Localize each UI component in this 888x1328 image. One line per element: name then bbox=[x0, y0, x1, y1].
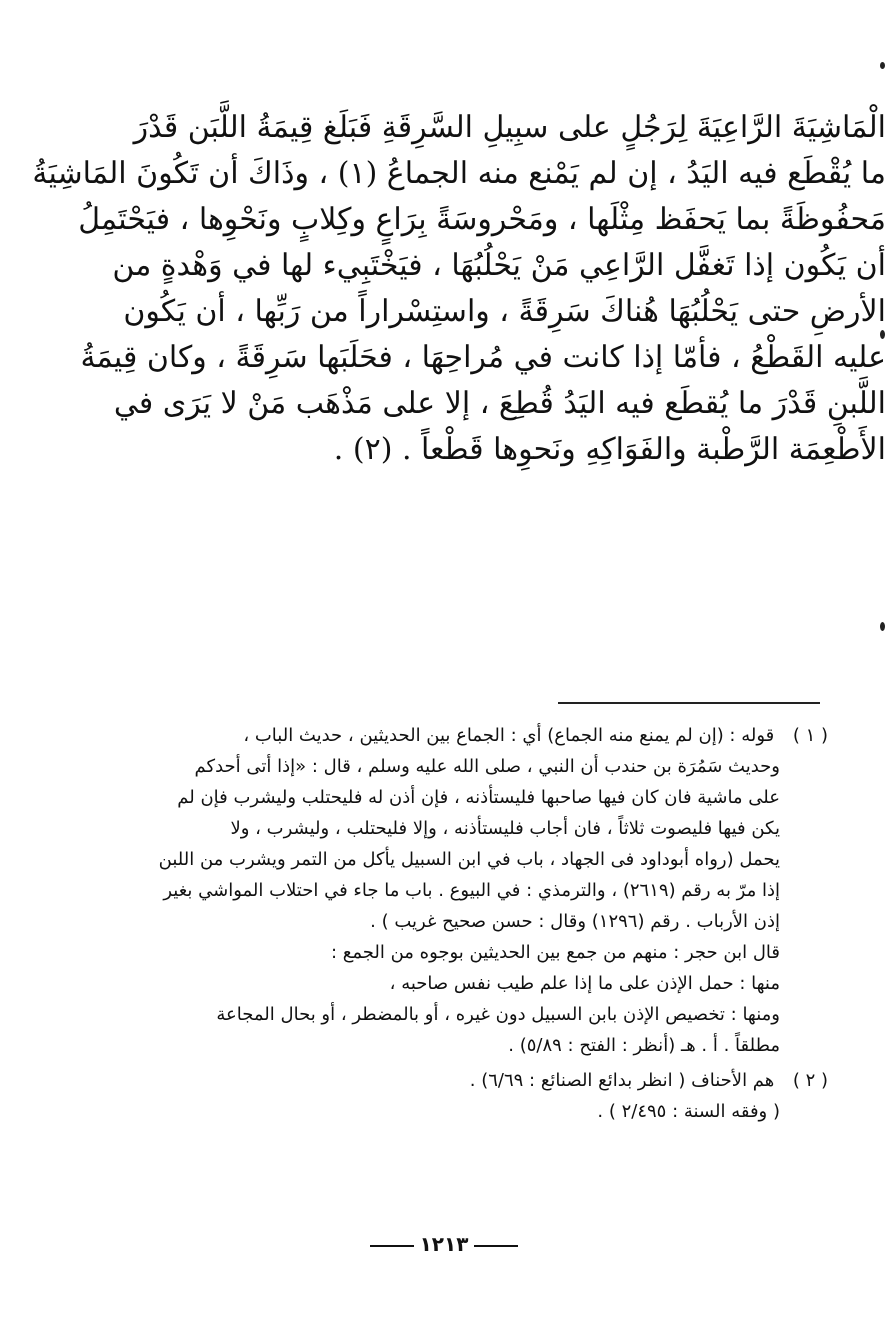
main-text-line: الأرضِ حتى يَحْلُبُهَا هُناكَ سَرِقَةً ، واستِسْراراً من رَبِّها ، أن يَكُون bbox=[123, 294, 886, 329]
page-number-dash bbox=[474, 1245, 518, 1247]
main-text-line: الأَطْعِمَة الرَّطْبة والفَوَاكِهِ ونَحوِها قَطْعاً . (٢) . bbox=[333, 432, 886, 467]
footnote-1-marker: ( ١ ) bbox=[792, 725, 828, 746]
footnote-2-marker: ( ٢ ) bbox=[792, 1070, 828, 1091]
footnote-1-line: مطلقاً . أ . هـ (أنظر : الفتح : ٥/٨٩) . bbox=[508, 1035, 780, 1056]
page-number-dash bbox=[370, 1245, 414, 1247]
footnote-separator bbox=[558, 702, 820, 704]
footnote-1-line: قال ابن حجر : منهم من جمع بين الحديثين بوجوه من الجمع : bbox=[330, 942, 780, 963]
footnote-1-line: إذن الأرباب . رقم (١٢٩٦) وقال : حسن صحيح غريب ) . bbox=[370, 911, 780, 932]
page-number bbox=[0, 1232, 888, 1256]
main-text-line: عليه القَطْعُ ، فأمّا إذا كانت في مُراحِهَا ، فحَلَبَها سَرِقَةً ، وكان قِيمَةُ bbox=[80, 340, 886, 375]
footnote-2-first-line bbox=[128, 1065, 828, 1096]
scan-speck bbox=[880, 622, 885, 631]
footnote-1-line: وحديث سَمُرَة بن حندب أن النبي ، صلى الله عليه وسلم ، قال : «إذا أتى أحدكم bbox=[194, 756, 780, 777]
main-text-block bbox=[32, 105, 886, 473]
footnote-1-line: منها : حمل الإذن على ما إذا علم طيب نفس صاحبه ، bbox=[389, 973, 780, 994]
footnote-1-first-line bbox=[128, 720, 828, 751]
main-text-line: الْمَاشِيَةَ الرَّاعِيَةَ لِرَجُلٍ على سبِيلِ السَّرِقَةِ فَبَلَغ قِيمَةُ اللَّبَن قَدْرَ bbox=[133, 110, 886, 145]
footnote-2-line: هم الأحناف ( انظر بدائع الصنائع : ٦/٦٩) . bbox=[469, 1070, 775, 1091]
footnotes-block bbox=[128, 720, 828, 1127]
main-text-line: ما يُقْطَع فيه اليَدُ ، إن لم يَمْنع منه الجماعُ (١) ، وذَاكَ أن تَكُونَ المَاشِيَةُ bbox=[32, 156, 886, 191]
main-text-line: أن يَكُون إذا تَغفَّل الرَّاعِي مَنْ يَحْلُبُهَا ، فيَخْتَبِيء لها في وَهْدةٍ من bbox=[112, 248, 886, 283]
footnote-1-line: على ماشية فان كان فيها صاحبها فليستأذنه ، فإن أذن له فليحتلب وليشرب فإن لم bbox=[177, 787, 780, 808]
main-text-line: اللَّبنِ قَدْرَ ما يُقطَع فيه اليَدُ قُطِعَ ، إلا على مَذْهَب مَنْ لا يَرَى في bbox=[113, 386, 886, 421]
scan-speck bbox=[880, 330, 885, 339]
footnote-1-line: قوله : (إن لم يمنع منه الجماع) أي : الجماع بين الحديثين ، حديث الباب ، bbox=[243, 725, 775, 746]
scan-speck bbox=[880, 62, 885, 69]
footnote-1-line: ومنها : تخصيص الإذن بابن السبيل دون غيره ، أو بالمضطر ، أو بحال المجاعة bbox=[216, 1004, 780, 1025]
page-number-text: ١٢١٣ bbox=[419, 1232, 469, 1256]
footnote-2-line: ( وفقه السنة : ٢/٤٩٥ ) . bbox=[597, 1101, 780, 1122]
footnote-1-line: يكن فيها فليصوت ثلاثاً ، فان أجاب فليستأذنه ، وإلا فليحتلب ، وليشرب ، ولا bbox=[230, 818, 780, 839]
main-text-line: مَحفُوظَةً بما يَحفَظ مِثْلَها ، ومَحْروسَةً بِرَاعٍ وكِلابٍ ونَحْوِها ، فيَحْتَمِلُ bbox=[78, 202, 886, 237]
footnote-1-line: يحمل (رواه أبوداود فى الجهاد ، باب في ابن السبيل يأكل من التمر ويشرب من اللبن bbox=[158, 849, 780, 870]
footnote-1-line: إذا مرّ به رقم (٢٦١٩) ، والترمذي : في البيوع . باب ما جاء في احتلاب المواشي بغير bbox=[163, 880, 780, 901]
